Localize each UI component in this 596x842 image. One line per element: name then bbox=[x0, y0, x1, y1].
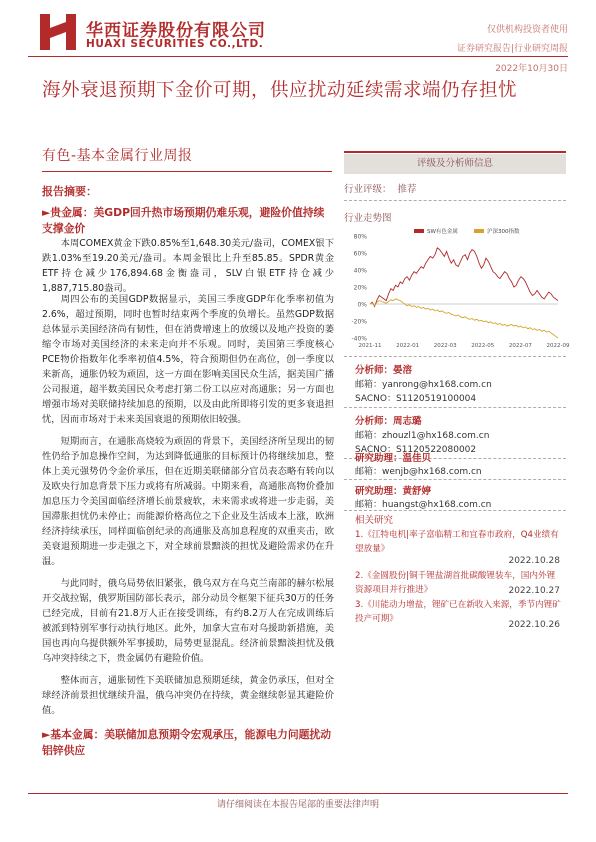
report-title: 海外衰退预期下金价可期，供应扰动延续需求端仍存担忧 bbox=[42, 80, 518, 101]
related-item-1-date: 2022.10.28 bbox=[508, 556, 560, 566]
x-tick-label: 2021-11 bbox=[358, 343, 382, 349]
y-tick-label: -40% bbox=[351, 335, 367, 343]
rating-value: 推荐 bbox=[397, 184, 417, 195]
legend-swatch-2 bbox=[474, 229, 484, 233]
audience-note: 仅供机构投资者使用 bbox=[486, 25, 568, 35]
summary-title: 报告摘要： bbox=[42, 185, 97, 198]
precious-metals-para-5: 整体而言，通胀韧性下美联储加息预期延续，黄金仍承压，但对全球经济前景担忧继续升温，俄乌冲突仍在持续，黄金继续彰显其避险价值。 bbox=[42, 675, 334, 716]
sidebar-divider bbox=[344, 356, 566, 357]
analyst-4-email[interactable]: 邮箱：huangst@hx168.com.cn bbox=[355, 500, 492, 510]
analyst-1-name: 分析师：晏溶 bbox=[355, 365, 413, 376]
industry-rating bbox=[344, 181, 417, 195]
report-type: 证券研究报告|行业研究周报 bbox=[456, 44, 568, 54]
related-item-3-date: 2022.10.26 bbox=[508, 620, 560, 630]
x-tick-label: 2022-09 bbox=[546, 343, 570, 349]
sidebar-header: 评级及分析师信息 bbox=[344, 154, 566, 174]
report-subtitle: 有色-基本金属行业周报 bbox=[42, 148, 193, 164]
section-precious-metals-heading: ►贵金属：美GDP回升热市场预期仍难乐观，避险价值持续支撑金价 bbox=[42, 206, 325, 235]
legal-disclaimer-note: 请仔细阅读在本报告尾部的重要法律声明 bbox=[216, 800, 379, 810]
analyst-2-email[interactable]: 邮箱：zhouzl1@hx168.com.cn bbox=[355, 431, 490, 441]
analyst-4-name: 研究助理：黄舒婷 bbox=[355, 486, 432, 497]
industry-trend-chart bbox=[344, 226, 570, 350]
report-date: 2022年10月30日 bbox=[495, 64, 568, 74]
related-item-2[interactable]: 2.《金圆股份|铜千锂盐湖首批碳酸锂装车，国内外锂资源项目并行推进》 bbox=[355, 571, 556, 595]
legend-label-2: 沪深300指数 bbox=[487, 229, 520, 235]
precious-metals-para-3: 短期而言，在通胀高烧较为顽固的背景下，美国经济所呈现出的韧性仍给予加息操作空间，为达到降低通胀的目标预计仍将继续加息，整体上美元强势仍令金价承压，但在近期美联储部分官员表态略有转向以及欧央行加息背景下压力或将有所减弱。中期来看，高通胀高物价叠加加息压力令美国面临经济增长前景疲软，未来需求或将进一步走弱，美国滞胀担忧仍未停止；而能源价格高位之下企业及生活成本上涨，欧洲经济持续承压，同样面临创纪录的高通胀及高加息程度的双重夹击，欧美衰退预期进一步走强之下，对全球前景黯淡的担忧及避险需求仍在升温。 bbox=[42, 436, 334, 567]
y-tick-label: 20% bbox=[353, 284, 367, 292]
precious-metals-para-1: 本周COMEX黄金下跌0.85%至1,648.30美元/盎司，COMEX银下跌1.03%至19.20美元/盎司。本周金银比上升至85.85。SPDR黄金ETF持仓减少176,894.68金衡盎司，SLV白银ETF持仓减少1,887,715.80盎司。 bbox=[42, 238, 334, 294]
y-tick-label: -20% bbox=[351, 318, 367, 326]
sidebar-top-border bbox=[344, 151, 566, 153]
trend-chart-title: 行业走势图 bbox=[344, 213, 392, 224]
sidebar-divider bbox=[344, 479, 566, 480]
analyst-2-name: 分析师：周志璐 bbox=[355, 416, 422, 427]
sidebar-divider bbox=[344, 200, 566, 201]
series-line-1 bbox=[370, 248, 558, 307]
subtitle-divider bbox=[42, 171, 332, 172]
precious-metals-para-2: 周四公布的美国GDP数据显示，美国三季度GDP年化季率初值为2.6%，超过预期，同时也暂时结束两个季度的负增长。虽然GDP数据总体显示美国经济尚有韧性，但在消费增速上的放缓以及地产投资的萎缩令市场对美国经济的未来走向并不乐观。同时，美国第三季度核心PCE物价指数年化季率初值4.5%，符合预期但仍在高位，创一季度以来新高，通胀仍较为顽固，这一方面在影响美国民众生活，据美国广播公司报道，超半数美国民众考虑打第二份工以应对高通胀；另一方面也增强市场对美联储持续加息的预期，以及由此所即将引发的更多衰退担忧，因而市场对于未来美国衰退的预期依旧较强。 bbox=[42, 294, 334, 425]
x-tick-label: 2022-03 bbox=[433, 343, 457, 349]
precious-metals-para-4: 与此同时，俄乌局势依旧紧张，俄乌双方在乌克兰南部的赫尔松展开交战拉锯，俄罗斯国防部长表示，部分动员令框架下征兵30万的任务已经完成，目前有21.8万人正在接受训练，有约8.2万人在完成训练后被派到特别军事行动执行地区。此外，加拿大宣布对乌援助新措施，美国也再向乌提供额外军事援助，局势更显混乱。经济前景黯淡担忧及俄乌冲突持续之下，贵金属仍有避险价值。 bbox=[42, 578, 334, 664]
y-tick-label: 60% bbox=[353, 250, 367, 258]
legend-label-1: SW有色金属 bbox=[427, 229, 458, 235]
related-research-title: 相关研究 bbox=[355, 515, 394, 526]
y-tick-label: 40% bbox=[353, 267, 367, 275]
section-base-metals-heading: ►基本金属：美联储加息预期令宏观承压，能源电力问题扰动铝锌供应 bbox=[42, 728, 332, 757]
header-divider bbox=[28, 56, 568, 57]
huaxi-logo-icon bbox=[38, 12, 78, 52]
chart-legend bbox=[414, 227, 520, 235]
x-tick-label: 2022-05 bbox=[471, 343, 495, 349]
company-name-en: HUAXI SECURITIES CO.,LTD. bbox=[86, 38, 264, 50]
analyst-1-sac: SACNO：S1120519100004 bbox=[355, 394, 477, 404]
analyst-3-email[interactable]: 邮箱：wenjb@hx168.com.cn bbox=[355, 467, 482, 477]
analyst-3-name: 研究助理：温佳贝 bbox=[355, 453, 432, 464]
sidebar-divider bbox=[344, 407, 566, 408]
rating-label: 行业评级： bbox=[344, 184, 392, 195]
y-tick-label: 0% bbox=[357, 301, 367, 309]
analyst-2-sac: SACNO：S1120522080002 bbox=[355, 445, 477, 455]
related-item-2-date: 2022.10.27 bbox=[508, 586, 560, 596]
x-tick-label: 2022-01 bbox=[396, 343, 420, 349]
analyst-1-email[interactable]: 邮箱：yanrong@hx168.com.cn bbox=[355, 380, 492, 390]
y-axis bbox=[351, 234, 367, 343]
footer-divider bbox=[28, 793, 568, 794]
x-tick-label: 2022-07 bbox=[508, 343, 532, 349]
legend-swatch-1 bbox=[414, 229, 424, 233]
x-axis bbox=[357, 301, 570, 349]
related-item-1[interactable]: 1.《江特电机|率子富临精工和宜春市政府，Q4业绩有望放量》 bbox=[355, 530, 559, 554]
series-line-2 bbox=[370, 299, 558, 338]
chart-series bbox=[370, 248, 558, 338]
sidebar-divider bbox=[344, 510, 566, 511]
related-item-3[interactable]: 3.《川能动力增盐，锂矿已在新收入来源，季节内锂矿投产可期》 bbox=[355, 600, 561, 624]
y-tick-label: 80% bbox=[353, 233, 367, 241]
company-name-cn: 华西证券股份有限公司 bbox=[86, 21, 266, 41]
